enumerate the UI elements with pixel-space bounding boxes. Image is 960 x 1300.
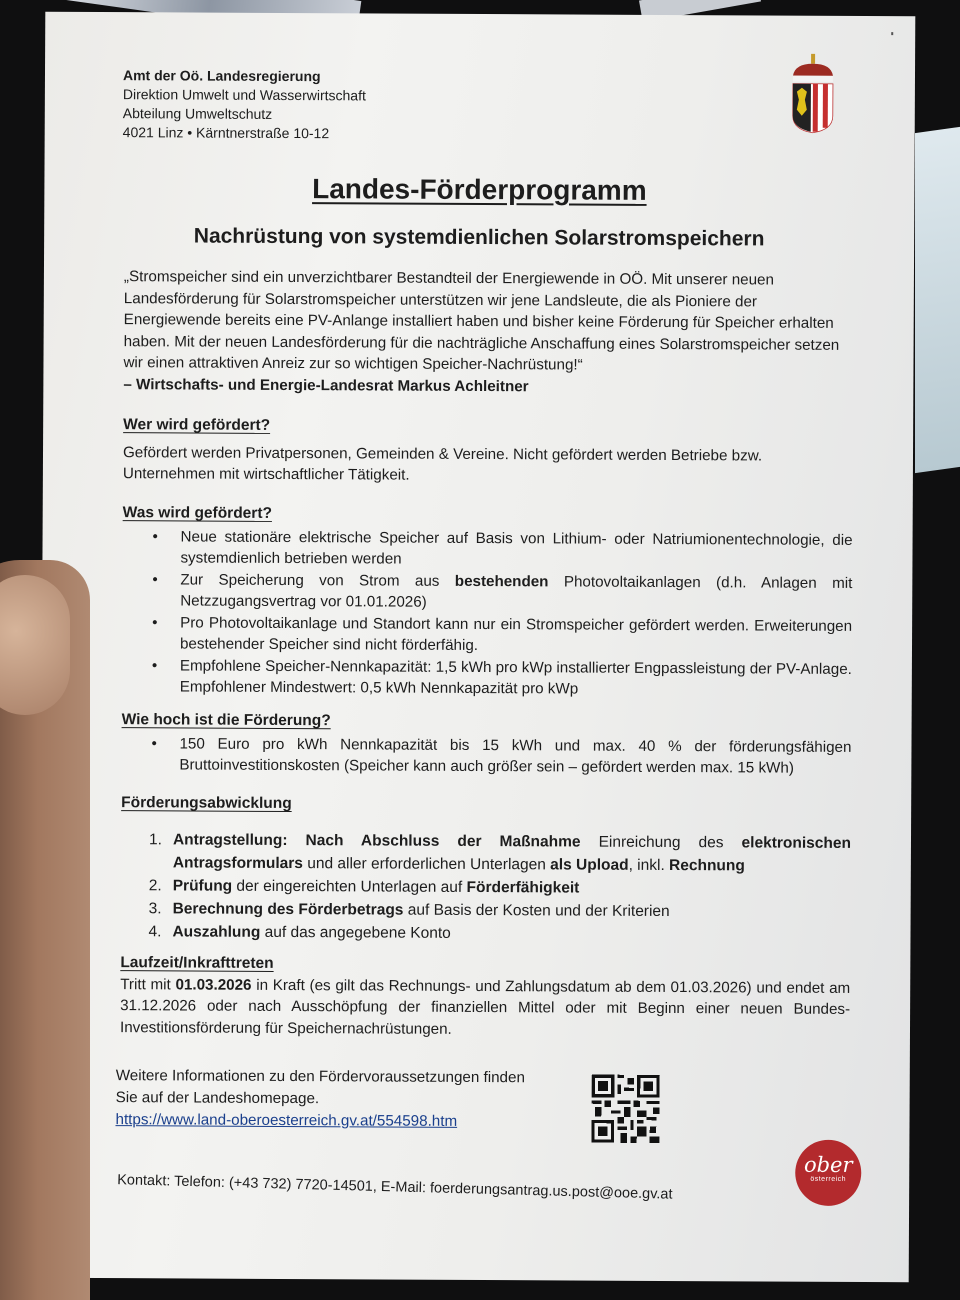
- process-steps: [120, 828, 851, 947]
- bullet-item: • 150 Euro pro kWh Nennkapazität bis 15 kWh und max. 40 % der förderungsfähigen Bruttoinvestitionskosten (Speicher kann auch größer sein – gefördert werden max. 15 kWh): [179, 733, 851, 780]
- qr-code-icon[interactable]: [591, 1073, 659, 1145]
- step-text: auf Basis der Kosten und der Kriterien: [403, 901, 670, 920]
- section-amount: [121, 709, 851, 779]
- quote-text: „Stromspeicher sind ein unverzichtbarer Bestandteil der Energiewende in OÖ. Mit unserer neuen Landesförderung für Solarstromspeicher unterstützen wir jene Landsleute, die als Pioniere der Energiewende bereits eine PV-Anlange installiert haben und bisher keine Förderung für Speicher erhalten haben. Mit der neuen Landesförderung für die nachträgliche Anschaffung eines Solarstromspeicher setzen wir einen attraktiven Anreiz zur so wichtigen Speicher-Nachrüstung!“: [123, 268, 840, 374]
- step-text: Förderfähigkeit: [466, 878, 580, 897]
- section-process: [120, 792, 851, 946]
- section-heading: Wer wird gefördert?: [123, 416, 271, 434]
- section-heading: Wie hoch ist die Förderung?: [121, 711, 331, 730]
- section-heading: Laufzeit/Inkrafttreten: [120, 954, 274, 972]
- thumb: [0, 575, 70, 715]
- page-subtitle: Nachrüstung von systemdienlichen Solarstromspeichern: [193, 224, 765, 251]
- step-text: Antragstellung: Nach Abschluss der Maßnahme: [172, 830, 581, 851]
- section-heading: Was wird gefördert?: [122, 504, 273, 522]
- process-step: [148, 920, 850, 947]
- step-text: Rechnung: [669, 856, 745, 874]
- contact-line: Kontakt: Telefon: (+43 732) 7720-14501, E-Mail: foerderungsantrag.us.post@ooe.gv.at: [116, 1172, 673, 1203]
- sender-line: 4021 Linz • Kärntnerstraße 10-12: [122, 124, 330, 142]
- step-text: der eingereichten Unterlagen auf: [232, 877, 467, 896]
- step-text: auf das angegebene Konto: [260, 923, 451, 942]
- oberoesterreich-logo: ober österreich: [795, 1140, 861, 1206]
- quote-block: [123, 266, 854, 399]
- section-eligibility: [123, 414, 853, 488]
- step-text: elektronischen Antragsformulars: [172, 833, 852, 872]
- bullet-item: • Pro Photovoltaikanlage und Standort kann nur ein Stromspeicher gefördert werden. Erweiterungen bestehender Speicher sind nicht förderfähig.: [180, 612, 852, 659]
- section-text: Gefördert werden Privatpersonen, Gemeinden & Vereine. Nicht gefördert werden Betriebe bzw. Unternehmen mit wirtschaftlicher Tätigkeit.: [122, 443, 763, 484]
- step-number: 4.: [148, 922, 162, 940]
- bullet-item: • Neue stationäre elektrische Speicher auf Basis von Lithium- oder Natriumionentechnologie, die systemdienlich betrieben werden: [180, 526, 852, 573]
- section-heading: Förderungsabwicklung: [121, 794, 292, 813]
- sender-org: Amt der Oö. Landesregierung: [122, 67, 321, 85]
- info-link[interactable]: https://www.land-oberoesterreich.gv.at/554598.htm: [115, 1111, 458, 1130]
- process-step: [148, 828, 852, 878]
- bullet-item: • Empfohlene Speicher-Nennkapazität: 1,5 kWh pro kWp installierter Engpassleistung der PV-Anlage. Empfohlener Mindestwert: 0,5 kWh Nennkapazität pro kWp: [180, 655, 852, 702]
- step-number: 2.: [148, 876, 162, 894]
- step-text: , inkl.: [628, 856, 670, 874]
- section-funded-items: [122, 502, 853, 701]
- flyer-sheet: [39, 12, 916, 1283]
- info-text: Weitere Informationen zu den Fördervoraussetzungen finden: [115, 1067, 525, 1087]
- step-text: und aller erforderlichen Unterlagen: [302, 854, 551, 873]
- info-text: Sie auf der Landeshomepage.: [115, 1089, 320, 1108]
- more-info: [115, 1065, 595, 1134]
- paper-speck: [891, 32, 893, 35]
- sender-line: Direktion Umwelt und Wasserwirtschaft: [122, 86, 366, 104]
- step-number: 3.: [148, 899, 162, 917]
- step-number: 1.: [148, 830, 162, 848]
- quote-author: – Wirtschafts- und Energie-Landesrat Markus Achleitner: [123, 375, 529, 395]
- section-duration: [120, 952, 850, 1042]
- section-text: Tritt mit 01.03.2026 in Kraft (es gilt das Rechnungs- und Zahlungsdatum ab dem 01.03.2026) und endet am 31.12.2026 oder nach Ausschöpfung der finanziellen Mittel oder mit Beginn einer neuen Bundes-Investitionsförderung für Speichernachrüstungen.: [119, 975, 851, 1038]
- step-text: Prüfung: [172, 876, 233, 895]
- coat-of-arms-icon: [789, 54, 837, 134]
- background-screen: [915, 127, 960, 473]
- step-text: Einreichung des: [580, 833, 742, 851]
- step-text: Auszahlung: [172, 922, 261, 941]
- step-text: Berechnung des Förderbetrags: [172, 899, 404, 919]
- step-text: als Upload: [550, 855, 629, 874]
- sender-line: Abteilung Umweltschutz: [122, 105, 273, 122]
- sender-address: [123, 66, 366, 143]
- page-title: Landes-Förderprogramm: [312, 173, 647, 206]
- bullet-item: • Zur Speicherung von Strom aus bestehenden Photovoltaikanlagen (d.h. Anlagen mit Netzzugangsvertrag vor 01.01.2026): [180, 569, 852, 616]
